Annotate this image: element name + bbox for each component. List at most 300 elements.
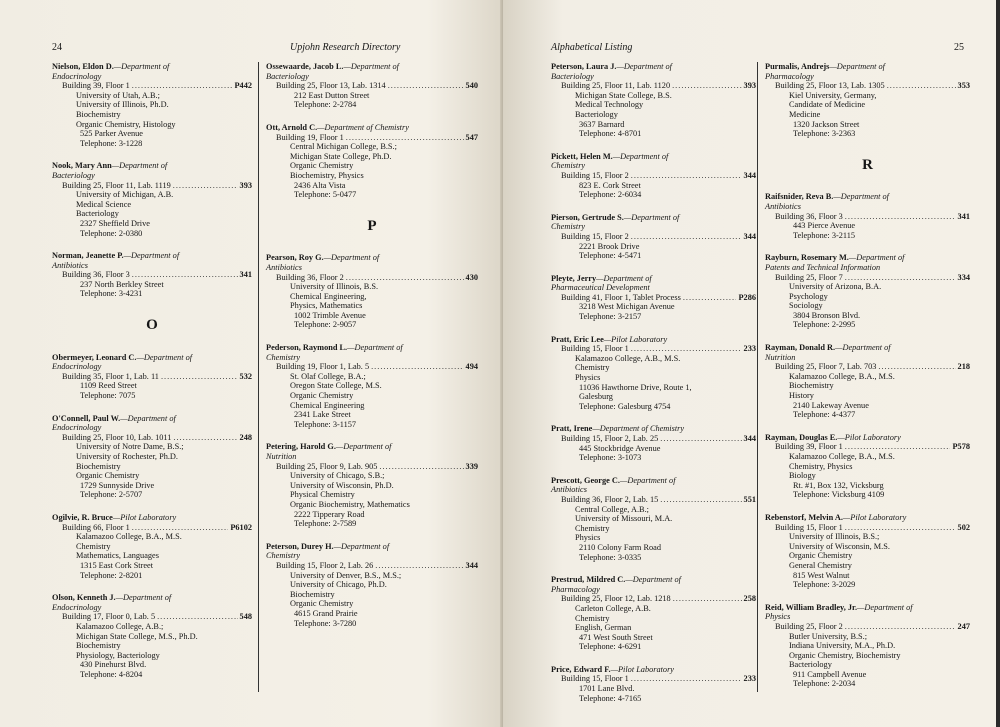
address-line: Telephone: 3-4231	[80, 289, 143, 299]
education-line: Psychology	[789, 291, 828, 301]
address-line: 911 Campbell Avenue	[793, 669, 867, 679]
room-code: P442	[234, 81, 252, 91]
person-name: Rayman, Donald R.	[765, 343, 836, 353]
education-line: Kalamazoo College, B.A., M.S.	[789, 452, 895, 461]
education-line: University of Utah, A.B.;	[76, 90, 160, 100]
leader-dots	[371, 362, 463, 372]
room-code: 218	[957, 362, 970, 372]
directory-entry	[266, 62, 478, 110]
building-location: Building 19, Floor 1, Lab. 5	[276, 362, 370, 372]
building-location: Building 36, Floor 2	[276, 272, 344, 282]
section-letter: O	[146, 317, 158, 334]
education-line: St. Olaf College, B.A.;	[290, 371, 366, 381]
entry-heading	[266, 542, 478, 552]
address-line: 1320 Jackson Street	[793, 119, 860, 129]
education-line: Kalamazoo College, A.B., M.S.	[575, 353, 681, 363]
building-line	[551, 232, 756, 242]
room-code: 344	[743, 231, 756, 241]
address-line: 815 West Walnut	[793, 570, 850, 580]
person-name: Pearson, Roy G.	[266, 253, 324, 263]
directory-entry	[765, 433, 970, 500]
building-line	[52, 81, 252, 91]
building-line	[52, 433, 252, 443]
directory-entry	[52, 513, 252, 580]
department: —Department of	[625, 575, 681, 585]
department-continued: Endocrinology	[52, 71, 102, 81]
address-line: 1002 Trimble Avenue	[294, 310, 366, 320]
room-code: 547	[465, 132, 478, 142]
department: —Department of Chemistry	[592, 424, 685, 434]
address-line: Telephone: 3-0335	[579, 552, 642, 562]
leader-dots	[379, 462, 463, 472]
education-line: Organic Chemistry	[290, 599, 354, 609]
room-code: 532	[239, 371, 252, 381]
person-name: Price, Edward F.	[551, 664, 611, 674]
directory-entry	[551, 424, 756, 462]
education-line: Chemistry	[575, 523, 610, 533]
person-name: Prescott, George C.	[551, 475, 620, 485]
directory-entry	[765, 343, 970, 420]
department: —Department of	[115, 593, 172, 603]
leader-dots	[845, 523, 956, 533]
education-line: Physiology, Bacteriology	[76, 650, 160, 660]
entry-heading	[765, 513, 970, 523]
address-line: 1729 Sunnyside Drive	[80, 480, 155, 490]
person-name: Reid, William Bradley, Jr.	[765, 602, 858, 612]
address-line: 445 Stockbridge Avenue	[579, 443, 661, 453]
leader-dots	[631, 344, 742, 354]
address-line: Telephone: 3-1228	[80, 138, 143, 148]
address-line: Telephone: 3-2363	[793, 129, 856, 139]
department: —Department of	[136, 352, 193, 362]
person-name: Ogilvie, R. Bruce	[52, 512, 113, 522]
department: —Pilot Laboratory	[842, 512, 907, 522]
department-continued: Pharmacology	[551, 584, 600, 594]
leader-dots	[132, 81, 233, 91]
education-line: Bacteriology	[76, 209, 119, 219]
directory-entry	[551, 213, 756, 261]
directory-entry	[551, 152, 756, 200]
building-location: Building 15, Floor 2, Lab. 25	[561, 434, 659, 443]
education-line: University of Illinois, B.S.	[290, 282, 379, 292]
page-edge	[996, 0, 1000, 727]
building-location: Building 25, Floor 12, Lab. 1218	[561, 594, 671, 604]
department: —Department of	[333, 541, 390, 551]
address-line: Telephone: 2-7589	[294, 519, 357, 529]
address-line: Telephone: 7075	[80, 391, 136, 401]
education-line: Organic Chemistry, Biochemistry	[789, 650, 901, 660]
building-location: Building 36, Floor 3	[775, 211, 843, 221]
education-line: University of Missouri, M.A.	[575, 514, 673, 524]
entry-heading	[765, 343, 970, 353]
education-line: Sociology	[789, 301, 823, 311]
leader-dots	[845, 622, 956, 632]
building-line	[551, 171, 756, 181]
building-location: Building 17, Floor 0, Lab. 5	[62, 612, 156, 622]
building-location: Building 15, Floor 2, Lab. 26	[276, 560, 374, 570]
entry-heading	[551, 424, 756, 434]
person-name: Pickett, Helen M.	[551, 151, 613, 161]
education-line: University of Michigan, A.B.	[76, 190, 174, 200]
building-location: Building 25, Floor 9, Lab. 905	[276, 461, 378, 471]
column-rule-left	[258, 62, 259, 692]
page-number-left: 24	[52, 42, 62, 53]
directory-entry	[551, 665, 756, 703]
address-line: 823 E. Cork Street	[579, 180, 641, 190]
building-line	[52, 612, 252, 622]
department-continued: Endocrinology	[52, 602, 102, 612]
education-line: Organic Biochemistry, Mathematics	[290, 499, 410, 509]
address-line: Telephone: 2-5707	[80, 490, 143, 500]
person-name: Norman, Jeanette P.	[52, 251, 124, 261]
education-line: Organic Chemistry	[76, 471, 140, 481]
directory-entry	[52, 62, 252, 148]
person-name: Rayburn, Rosemary M.	[765, 253, 849, 263]
education-line: Biochemistry	[76, 461, 121, 471]
department-continued: Pharmacology	[765, 71, 814, 81]
building-location: Building 25, Floor 13, Lab. 1305	[775, 81, 885, 91]
building-line	[765, 442, 970, 452]
education-line: University of Chicago, S.B.;	[290, 471, 385, 481]
education-line: University of Wisconsin, Ph.D.	[290, 480, 394, 490]
room-code: 334	[957, 272, 970, 282]
building-line	[266, 462, 478, 472]
building-line	[266, 273, 478, 283]
room-code: 341	[239, 270, 252, 280]
education-line: Organic Chemistry, Histology	[76, 119, 176, 129]
department: —Department of	[616, 62, 672, 71]
address-line: Telephone: 4-5471	[579, 251, 642, 261]
building-line	[551, 81, 756, 91]
education-line: University of Wisconsin, M.S.	[789, 541, 890, 551]
leader-dots	[375, 561, 463, 571]
department: —Department of	[848, 253, 905, 263]
building-line	[52, 181, 252, 191]
entry-heading	[551, 476, 756, 486]
building-line	[551, 495, 756, 505]
address-line: 430 Pinehurst Blvd.	[80, 660, 147, 670]
education-line: Chemistry	[575, 363, 610, 373]
entry-heading	[266, 442, 478, 452]
department: —Department of	[857, 602, 913, 612]
address-line: Telephone: 2-2995	[793, 320, 856, 330]
education-line: Medical Technology	[575, 100, 644, 110]
building-location: Building 25, Floor 13, Lab. 1314	[276, 81, 386, 91]
leader-dots	[157, 612, 237, 622]
address-line: 525 Parker Avenue	[80, 129, 143, 139]
department-continued: Endocrinology	[52, 423, 102, 433]
building-line	[52, 270, 252, 280]
entry-heading	[551, 152, 756, 162]
department: —Department of	[612, 151, 669, 161]
room-code: 353	[957, 81, 970, 91]
address-line: Telephone: 4-8204	[80, 669, 143, 679]
building-line	[266, 81, 478, 91]
room-code: 247	[957, 621, 970, 631]
department: —Department of	[596, 273, 652, 283]
education-line: Medicine	[789, 109, 821, 119]
education-line: Chemistry, Physics	[789, 461, 853, 471]
education-line: Biology	[789, 471, 816, 481]
address-line: 3804 Bronson Blvd.	[793, 310, 861, 320]
room-code: 344	[743, 170, 756, 180]
education-line: Michigan State College, M.S., Ph.D.	[76, 631, 198, 641]
education-line: Candidate of Medicine	[789, 100, 866, 110]
room-code: P578	[952, 442, 970, 452]
room-code: 548	[239, 612, 252, 622]
department-continued: Nutrition	[765, 352, 796, 362]
entry-heading	[551, 274, 756, 284]
room-code: P6102	[230, 522, 252, 532]
left-column-2	[266, 62, 478, 641]
directory-entry	[52, 251, 252, 299]
address-line: Rt. #1, Box 132, Vicksburg	[793, 480, 884, 490]
education-line: Kalamazoo College, A.B.;	[76, 621, 164, 631]
directory-entry	[266, 343, 478, 429]
department: —Pilot Laboratory	[837, 432, 901, 442]
address-line: Telephone: 5-0477	[294, 190, 357, 200]
person-name: Pratt, Irene	[551, 424, 593, 434]
education-line: University of Arizona, B.A.	[789, 282, 882, 292]
education-line: University of Notre Dame, B.S.;	[76, 442, 184, 452]
leader-dots	[660, 434, 741, 444]
address-line: Telephone: 2-2784	[294, 100, 357, 110]
department: —Department of	[347, 343, 403, 353]
directory-entry	[551, 62, 756, 139]
entry-heading	[551, 62, 756, 72]
education-line: Physical Chemistry	[290, 490, 355, 500]
directory-entry	[52, 414, 252, 500]
entry-heading	[765, 253, 970, 263]
education-line: Physics, Mathematics	[290, 301, 363, 311]
building-line	[52, 372, 252, 382]
entry-heading	[266, 253, 478, 263]
education-line: Indiana University, M.A., Ph.D.	[789, 641, 896, 651]
education-line: Bacteriology	[789, 660, 832, 670]
address-line: 471 West South Street	[579, 632, 653, 642]
entry-heading	[52, 593, 252, 603]
address-line: 3637 Barnard	[579, 119, 625, 129]
department-continued: Physics	[765, 612, 791, 622]
person-name: Nielson, Eldon D.	[52, 62, 114, 71]
department: —Pilot Laboratory	[610, 664, 674, 674]
address-line: Telephone: 2-0380	[80, 228, 143, 238]
education-line: Kalamazoo College, B.A., M.S.	[76, 532, 182, 542]
entry-heading	[52, 353, 252, 363]
directory-entry	[52, 593, 252, 679]
building-line	[266, 133, 478, 143]
directory-entry	[765, 192, 970, 240]
department: —Department of	[335, 442, 392, 452]
leader-dots	[173, 433, 237, 443]
building-line	[52, 523, 252, 533]
entry-heading	[266, 62, 478, 72]
entry-heading	[52, 513, 252, 523]
address-line: Telephone: 3-2115	[793, 230, 856, 240]
building-line	[551, 344, 756, 354]
leader-dots	[845, 442, 951, 452]
address-line: 1109 Reed Street	[80, 381, 137, 391]
person-name: Peterson, Laura J.	[551, 62, 617, 71]
address-line: Telephone: Vicksburg 4109	[793, 490, 885, 500]
leader-dots	[683, 293, 737, 303]
entry-heading	[551, 665, 756, 675]
building-location: Building 25, Floor 7, Lab. 703	[775, 362, 877, 372]
address-line: Telephone: 4-6291	[579, 642, 642, 652]
department: —Department of	[113, 62, 170, 71]
address-line: 2221 Brook Drive	[579, 241, 640, 251]
directory-entry	[52, 161, 252, 238]
education-line: History	[789, 391, 814, 401]
education-line: Biochemistry, Physics	[290, 170, 364, 180]
address-line: 1315 East Cork Street	[80, 560, 154, 570]
leader-dots	[132, 270, 238, 280]
address-line: Telephone: 4-7165	[579, 693, 642, 703]
room-code: 258	[743, 594, 756, 604]
education-line: Biochemistry	[290, 589, 335, 599]
leader-dots	[161, 372, 238, 382]
entry-heading	[266, 123, 478, 133]
leader-dots	[388, 81, 464, 91]
department: —Department of	[829, 62, 885, 71]
address-line: Telephone: 3-2029	[793, 580, 856, 590]
address-line: 2110 Colony Farm Road	[579, 542, 661, 552]
education-line: Michigan State College, B.S.	[575, 90, 672, 100]
building-line	[266, 561, 478, 571]
building-location: Building 25, Floor 7	[775, 272, 843, 282]
building-location: Building 39, Floor 1	[775, 442, 843, 452]
right-column-1	[551, 62, 756, 716]
directory-entry	[551, 476, 756, 562]
person-name: Olson, Kenneth J.	[52, 593, 116, 603]
room-code: 339	[465, 461, 478, 471]
building-line	[266, 362, 478, 372]
leader-dots	[631, 232, 742, 242]
leader-dots	[631, 171, 742, 181]
directory-entry	[551, 274, 756, 322]
building-line	[551, 594, 756, 604]
education-line: Organic Chemistry	[789, 551, 853, 561]
education-line: Mathematics, Languages	[76, 551, 159, 561]
department: —Department of	[619, 475, 676, 485]
department: —Pilot Laboratory	[603, 334, 668, 344]
leader-dots	[673, 594, 742, 604]
department-continued: Antibiotics	[266, 262, 302, 272]
department: —Department of	[323, 253, 380, 263]
leader-dots	[346, 273, 464, 283]
room-code: 344	[465, 560, 478, 570]
building-line	[765, 362, 970, 372]
entry-heading	[52, 161, 252, 171]
education-line: Chemical Engineering,	[290, 291, 367, 301]
building-location: Building 36, Floor 3	[62, 270, 130, 280]
section-letter: P	[367, 217, 377, 234]
directory-entry	[266, 253, 478, 330]
building-line	[551, 674, 756, 684]
room-code: 233	[743, 674, 756, 684]
education-line: Chemical Engineering	[290, 400, 365, 410]
room-code: 248	[239, 432, 252, 442]
building-location: Building 66, Floor 1	[62, 522, 130, 532]
leader-dots	[845, 212, 956, 222]
education-line: University of Chicago, Ph.D.	[290, 580, 387, 590]
education-line: Biochemistry	[76, 641, 121, 651]
address-line: Telephone: 4-4377	[793, 410, 856, 420]
entry-heading	[765, 603, 970, 613]
page-number-right: 25	[954, 42, 964, 53]
address-line: 237 North Berkley Street	[80, 279, 164, 289]
education-line: General Chemistry	[789, 560, 852, 570]
building-line	[551, 293, 756, 303]
department-continued: Antibiotics	[52, 260, 88, 270]
department-continued: Nutrition	[266, 452, 297, 461]
entry-heading	[765, 433, 970, 443]
leader-dots	[672, 81, 741, 91]
entry-heading	[765, 192, 970, 202]
address-line: 3218 West Michigan Avenue	[579, 302, 675, 312]
address-line: Telephone: 4-8701	[579, 129, 642, 139]
building-location: Building 25, Floor 10, Lab. 1011	[62, 432, 172, 442]
education-line: Physics	[575, 533, 601, 543]
right-page	[503, 0, 1000, 727]
building-location: Building 25, Floor 11, Lab. 1119	[62, 180, 171, 190]
entry-heading	[551, 335, 756, 345]
leader-dots	[878, 362, 955, 372]
department-continued: Antibiotics	[765, 201, 801, 211]
address-line: 212 East Dutton Street	[294, 90, 370, 100]
column-rule-right	[757, 62, 758, 692]
department-continued: Patents and Technical Information	[765, 262, 881, 272]
building-location: Building 36, Floor 2, Lab. 15	[561, 494, 659, 504]
department: —Department of	[833, 192, 889, 202]
department: —Department of	[123, 251, 180, 261]
building-line	[551, 434, 756, 444]
building-location: Building 15, Floor 2	[561, 170, 629, 180]
leader-dots	[173, 181, 238, 191]
leader-dots	[346, 133, 464, 143]
education-line: Organic Chemistry	[290, 161, 354, 171]
department-continued: Bacteriology	[266, 71, 309, 81]
address-line: 2436 Alta Vista	[294, 180, 346, 190]
person-name: Ossewaarde, Jacob L.	[266, 62, 344, 71]
building-line	[765, 523, 970, 533]
person-name: Rayman, Douglas E.	[765, 432, 838, 442]
room-code: 551	[743, 494, 756, 504]
education-line: Chemistry	[76, 541, 111, 551]
building-line	[765, 212, 970, 222]
entry-heading	[52, 251, 252, 261]
building-location: Building 15, Floor 1	[561, 674, 629, 684]
person-name: Obermeyer, Leonard C.	[52, 352, 137, 362]
building-location: Building 41, Floor 1, Tablet Process	[561, 292, 681, 302]
directory-entry	[551, 575, 756, 652]
building-line	[765, 81, 970, 91]
entry-heading	[551, 575, 756, 585]
building-location: Building 19, Floor 1	[276, 132, 344, 142]
building-location: Building 25, Floor 11, Lab. 1120	[561, 81, 671, 91]
education-line: Kiel University, Germany,	[789, 90, 877, 100]
address-line: Telephone: 2-6034	[579, 190, 642, 200]
department: —Department of	[111, 161, 168, 171]
education-line: Physics	[575, 373, 601, 383]
room-code: 393	[743, 81, 756, 91]
education-line: Central College, A.B.;	[575, 504, 649, 514]
education-line: English, German	[575, 623, 632, 633]
department: —Department of	[623, 212, 680, 222]
leader-dots	[887, 81, 956, 91]
address-line: 443 Pierce Avenue	[793, 221, 856, 231]
address-line: Galesburg	[579, 392, 613, 402]
